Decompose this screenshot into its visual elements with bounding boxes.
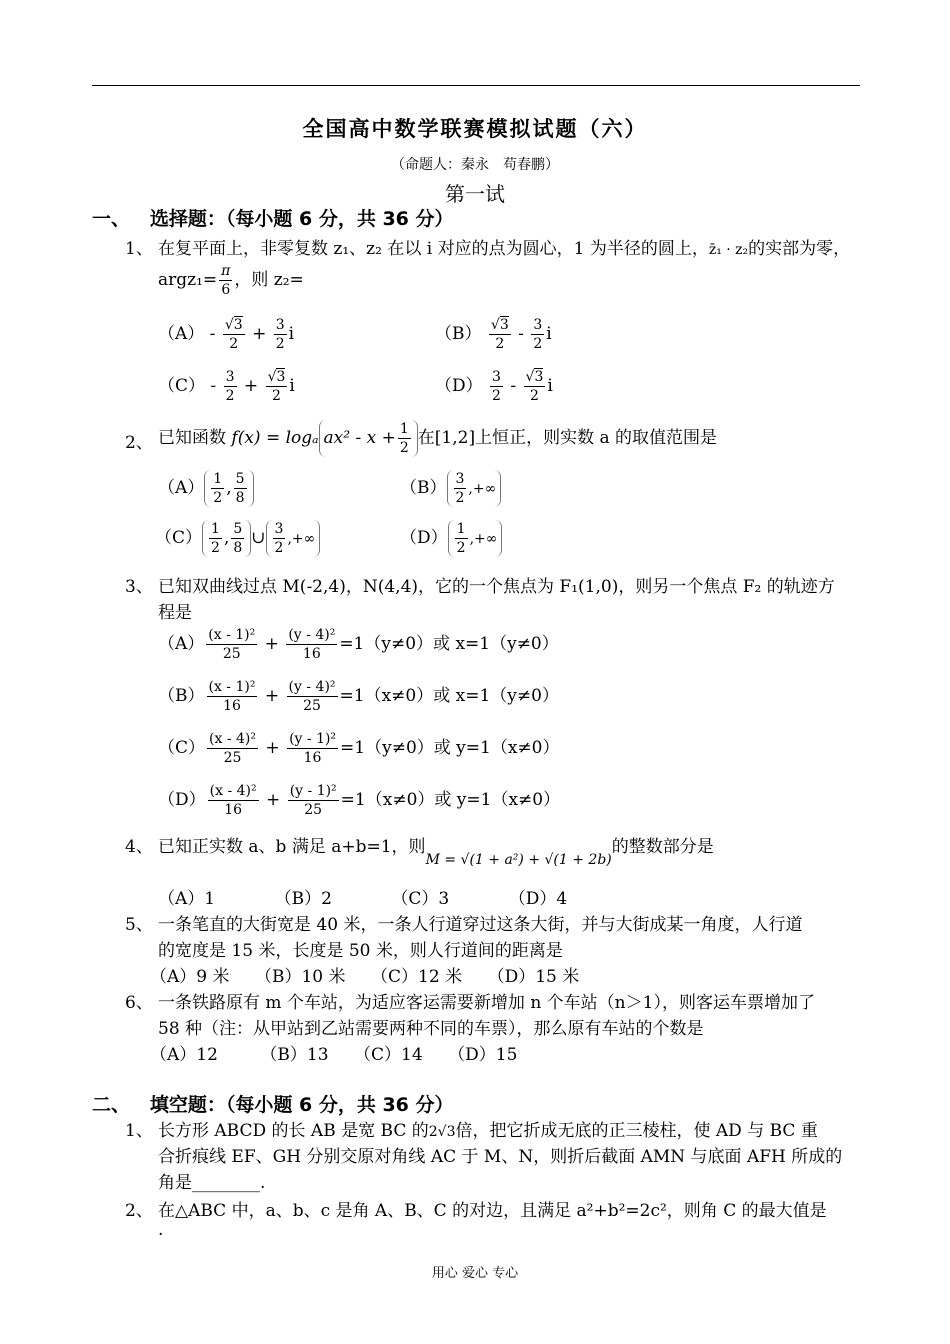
question-text: 一条铁路原有 m 个车站，为适应客运需要新增加 n 个车站（n＞1），则客运车票增加了 bbox=[158, 993, 815, 1013]
question-text: . bbox=[158, 1220, 164, 1240]
option-c: （C） $\frac{\text{(x - 4)²}}{25}$ + $\frac{\text{(y - 1)²}}{16}$ =1（y≠0）或 y=1（x≠0） bbox=[158, 731, 560, 766]
option-c: （C） $\frac{1}{2}$ , $\frac{5}{8}$ ∪ $\frac{3}{2}$ ,+∞ bbox=[155, 520, 320, 557]
option-b: （B） $\frac{√3}{2}$ - $\frac{3}{2}$ i bbox=[435, 317, 552, 352]
question-text: 程是 bbox=[158, 603, 192, 623]
option-d: （D） $\frac{\text{(x - 4)²}}{16}$ + $\frac{\text{(y - 1)²}}{25}$ =1（x≠0）或 y=1（x≠0） bbox=[158, 783, 561, 818]
question-text: 角是________. bbox=[158, 1173, 266, 1193]
question-number: 6、 bbox=[125, 993, 153, 1013]
question-text: 合折痕线 EF、GH 分别交原对角线 AC 于 M、N，则折后截面 AMN 与底面 AFH 所成的 bbox=[158, 1147, 843, 1167]
question-number: 2、 bbox=[125, 1201, 153, 1221]
section-label: 填空题：（每小题 6 分，共 36 分） bbox=[149, 1094, 454, 1116]
question-number: 5、 bbox=[125, 915, 153, 935]
question-text: argz₁= $\frac{\pi}{6}$ ，则 z₂= bbox=[158, 263, 304, 298]
conjugate-product: z̄₁ · z₂ bbox=[708, 242, 749, 258]
section-heading-choice bbox=[92, 204, 454, 231]
question-text: 已知正实数 a、b 满足 a+b=1，则$_{M = √(1 + a^2) + √(1 + 2b)}$的整数部分是 bbox=[158, 837, 714, 868]
option-c: （C） - $\frac{3}{2}$ + $\frac{√3}{2}$ i bbox=[158, 369, 295, 404]
section-number: 二、 bbox=[92, 1094, 131, 1116]
question-text: 已知函数 f(x) = logₐ ax² - x + $\frac{1}{2}$ 在[1,2]上恒正，则实数 a 的取值范围是 bbox=[158, 421, 718, 456]
option-a: （A） - $\frac{√3}{2}$ + $\frac{3}{2}$ i bbox=[158, 317, 295, 352]
part-heading: 第一试 bbox=[445, 182, 505, 206]
question-text: 的宽度是 15 米，长度是 50 米，则人行道间的距离是 bbox=[158, 941, 563, 961]
question-text: 在复平面上，非零复数 z₁、z₂ 在以 i 对应的点为圆心，1 为半径的圆上，z̄₁ · z₂的实部为零， bbox=[158, 239, 851, 259]
option-a: （A） $\frac{\text{(x - 1)²}}{25}$ + $\frac{\text{(y - 4)²}}{16}$ =1（y≠0）或 x=1（y≠0） bbox=[158, 627, 559, 662]
section-heading-fill bbox=[92, 1090, 454, 1117]
question-text: 58 种（注：从甲站到乙站需要两种不同的车票），那么原有车站的个数是 bbox=[158, 1019, 704, 1039]
top-rule bbox=[92, 85, 860, 86]
authors: （命题人：秦永 苟春鹏） bbox=[391, 157, 559, 173]
options-row: （A）1 （B）2 （C）3 （D）4 bbox=[158, 889, 568, 909]
option-b: （B） $\frac{3}{2}$ ,+∞ bbox=[400, 470, 501, 507]
option-a: （A） $\frac{1}{2}$ , $\frac{5}{8}$ bbox=[158, 470, 254, 507]
section-number: 一、 bbox=[92, 208, 131, 230]
section-label: 选择题：（每小题 6 分，共 36 分） bbox=[149, 208, 454, 230]
question-number: 1、 bbox=[125, 239, 153, 259]
option-d: （D） $\frac{1}{2}$ ,+∞ bbox=[400, 520, 502, 557]
page-footer: 用心 爱心 专心 bbox=[431, 1266, 519, 1281]
question-number: 1、 bbox=[125, 1121, 153, 1141]
question-number: 3、 bbox=[125, 577, 153, 597]
question-text: 长方形 ABCD 的长 AB 是宽 BC 的2√3倍，把它折成无底的正三棱柱，使 AD 与 BC 重 bbox=[158, 1121, 818, 1141]
option-b: （B） $\frac{\text{(x - 1)²}}{16}$ + $\frac{\text{(y - 4)²}}{25}$ =1（x≠0）或 x=1（y≠0） bbox=[158, 679, 559, 714]
question-text: 一条笔直的大街宽是 40 米，一条人行道穿过这条大街，并与大街成某一角度，人行道 bbox=[158, 915, 803, 935]
question-number: 2、 bbox=[125, 433, 153, 453]
option-d: （D） $\frac{3}{2}$ - $\frac{√3}{2}$ i bbox=[435, 369, 553, 404]
options-row: （A）9 米 （B）10 米 （C）12 米 （D）15 米 bbox=[150, 967, 580, 987]
page-title: 全国高中数学联赛模拟试题（六） bbox=[302, 116, 648, 141]
options-row: （A）12 （B）13 （C）14 （D）15 bbox=[150, 1045, 518, 1065]
question-number: 4、 bbox=[125, 837, 153, 857]
fraction: $\frac{\pi}{6}$ bbox=[221, 263, 231, 298]
question-text: 在△ABC 中，a、b、c 是角 A、B、C 的对边，且满足 a²+b²=2c²，则角 C 的最大值是 bbox=[158, 1201, 827, 1221]
question-text: 已知双曲线过点 M(-2,4)，N(4,4)，它的一个焦点为 F₁(1,0)，则另一个焦点 F₂ 的轨迹方 bbox=[158, 577, 835, 597]
